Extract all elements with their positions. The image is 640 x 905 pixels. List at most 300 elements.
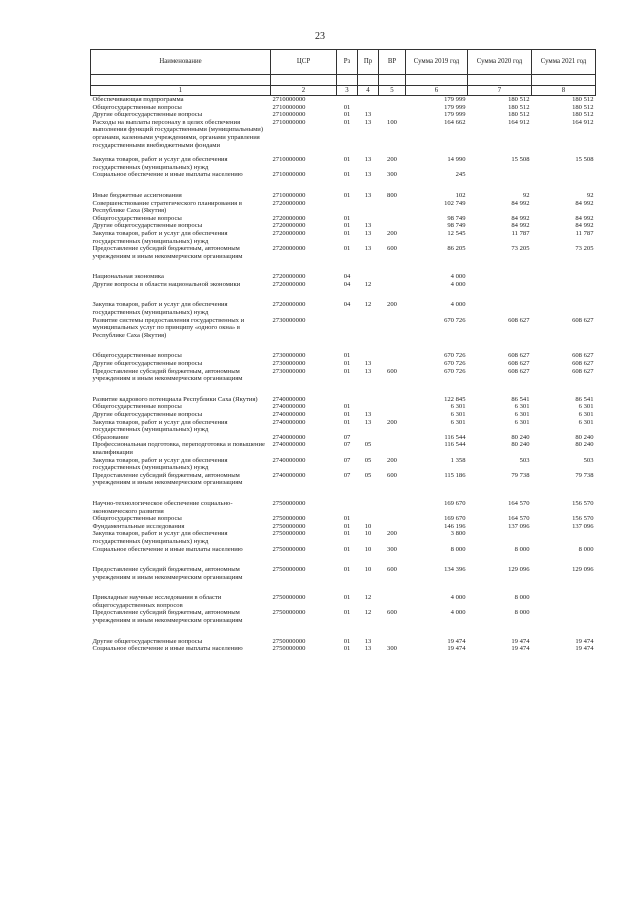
row-sum-2019: 245 xyxy=(455,171,466,179)
row-sum-2020: 164 570 xyxy=(508,499,530,507)
table-row xyxy=(91,192,596,200)
row-name: Закупка товаров, работ и услуг для обеспечения государственных (муниципальных) нужд xyxy=(92,156,228,171)
column-number: 2 xyxy=(271,86,337,96)
row-vr: 800 xyxy=(387,191,397,199)
row-pr: 05 xyxy=(364,471,372,479)
row-sum-2021 xyxy=(532,530,596,545)
row-csr: 2720000000 xyxy=(272,222,306,230)
row-sum-2019: 169 670 xyxy=(444,499,466,507)
row-sum-2020: 6 301 xyxy=(514,403,530,411)
row-vr xyxy=(379,360,406,368)
row-sum-2020: 11 787 xyxy=(511,229,530,237)
row-csr: 2740000000 xyxy=(272,456,306,464)
table-row xyxy=(91,222,596,230)
row-sum-2021: 11 787 xyxy=(575,229,594,237)
row-csr: 2720000000 xyxy=(272,214,306,222)
row-sum-2019: 116 544 xyxy=(444,441,466,449)
row-pr xyxy=(358,500,379,515)
row-pr: 13 xyxy=(364,118,372,126)
row-sum-2019: 3 800 xyxy=(450,530,466,538)
row-name: Образование xyxy=(92,433,129,441)
row-pr: 05 xyxy=(364,456,372,464)
row-sum-2021: 73 205 xyxy=(575,245,594,253)
table-row xyxy=(91,301,596,316)
row-sum-2019: 670 726 xyxy=(444,316,466,324)
table-row xyxy=(91,546,596,567)
row-rz: 01 xyxy=(343,245,351,253)
row-vr xyxy=(379,396,406,404)
row-csr: 2750000000 xyxy=(272,499,306,507)
row-csr: 2710000000 xyxy=(272,103,306,111)
row-pr xyxy=(358,96,379,104)
table-row xyxy=(91,156,596,171)
row-name: Общегосударственные вопросы xyxy=(92,515,182,523)
row-csr: 2740000000 xyxy=(272,441,306,449)
row-name: Совершенствование стратегического планирования в Республике Саха (Якутия) xyxy=(92,199,242,215)
row-name: Профессиональная подготовка, переподготовка и повышение квалификации xyxy=(92,441,265,456)
row-csr: 2720000000 xyxy=(272,199,306,207)
row-vr xyxy=(379,403,406,411)
row-sum-2021: 156 570 xyxy=(572,515,594,523)
row-name: Общегосударственные вопросы xyxy=(92,352,182,360)
row-sum-2020: 19 474 xyxy=(511,645,530,653)
header-vr: ВР xyxy=(379,50,406,75)
row-rz: 01 xyxy=(343,222,351,230)
row-vr xyxy=(379,594,406,609)
row-rz: 01 xyxy=(343,118,351,126)
row-sum-2020: 608 627 xyxy=(508,360,530,368)
row-csr: 2740000000 xyxy=(272,403,306,411)
table-row xyxy=(91,457,596,472)
table-row xyxy=(91,281,596,302)
table-row xyxy=(91,215,596,223)
row-sum-2021: 608 627 xyxy=(572,316,594,324)
row-vr xyxy=(379,411,406,419)
row-pr: 10 xyxy=(364,566,372,574)
row-sum-2020: 80 240 xyxy=(511,441,530,449)
row-sum-2020: 84 992 xyxy=(511,214,530,222)
column-number: 8 xyxy=(532,86,596,96)
row-rz: 01 xyxy=(343,645,351,653)
row-sum-2021: 86 541 xyxy=(575,395,594,403)
row-csr: 2750000000 xyxy=(272,594,306,602)
row-csr: 2740000000 xyxy=(272,395,306,403)
row-vr: 200 xyxy=(387,301,397,309)
row-sum-2019: 115 186 xyxy=(444,471,466,479)
row-csr: 2730000000 xyxy=(272,352,306,360)
row-pr: 13 xyxy=(364,637,372,645)
row-pr xyxy=(358,396,379,404)
row-name: Развитие системы предоставления государственных и муниципальных услуг по принципу «одного окна» в Республике Саха (Якутия) xyxy=(92,316,245,339)
table-row xyxy=(91,317,596,353)
row-sum-2019: 12 545 xyxy=(447,229,466,237)
row-rz: 01 xyxy=(343,352,351,360)
table-row xyxy=(91,500,596,515)
row-name: Предоставление субсидий бюджетным, автономным учреждениям и иным некоммерческим организациям xyxy=(92,367,243,383)
row-csr: 2720000000 xyxy=(272,280,306,288)
header-row xyxy=(91,50,596,75)
row-name: Закупка товаров, работ и услуг для обеспечения государственных (муниципальных) нужд xyxy=(92,456,228,472)
row-sum-2020 xyxy=(468,530,532,545)
row-name: Расходы на выплаты персоналу в целях обеспечения выполнения функций государственными (муниципальными) органами, казенными учреждениями, органами управления государственными внебюджетными фондами xyxy=(92,118,264,149)
row-pr xyxy=(358,273,379,281)
row-sum-2021: 6 301 xyxy=(578,418,594,426)
row-sum-2019: 670 726 xyxy=(444,352,466,360)
row-vr xyxy=(379,317,406,353)
row-sum-2020: 19 474 xyxy=(511,637,530,645)
row-csr: 2740000000 xyxy=(272,418,306,426)
row-sum-2021: 80 240 xyxy=(575,441,594,449)
row-csr: 2750000000 xyxy=(272,545,306,553)
header-name: Наименование xyxy=(91,50,271,75)
row-pr: 12 xyxy=(364,280,372,288)
row-sum-2019: 19 474 xyxy=(447,645,466,653)
column-number: 6 xyxy=(406,86,468,96)
row-pr: 12 xyxy=(364,609,372,617)
table-row xyxy=(91,434,596,442)
table-row xyxy=(91,515,596,523)
table-body xyxy=(91,96,596,653)
row-sum-2019: 122 845 xyxy=(444,395,466,403)
row-sum-2021: 84 992 xyxy=(575,222,594,230)
row-sum-2021: 608 627 xyxy=(572,360,594,368)
row-sum-2020: 164 912 xyxy=(508,118,530,126)
row-rz: 07 xyxy=(343,456,351,464)
row-vr xyxy=(379,215,406,223)
row-pr: 12 xyxy=(364,301,372,309)
row-sum-2021: 84 992 xyxy=(575,199,594,207)
row-sum-2019: 14 990 xyxy=(447,156,466,164)
row-rz: 01 xyxy=(343,418,351,426)
column-number: 5 xyxy=(379,86,406,96)
row-csr: 2720000000 xyxy=(272,273,306,281)
row-vr: 600 xyxy=(387,245,397,253)
table-row xyxy=(91,360,596,368)
row-vr: 600 xyxy=(387,367,397,375)
row-vr xyxy=(379,111,406,119)
row-pr: 13 xyxy=(364,171,372,179)
row-vr xyxy=(379,500,406,515)
row-sum-2020: 180 512 xyxy=(508,103,530,111)
row-rz: 01 xyxy=(343,111,351,119)
row-vr: 600 xyxy=(387,609,397,617)
row-pr: 13 xyxy=(364,222,372,230)
row-name: Предоставление субсидий бюджетным, автономным учреждениям и иным некоммерческим организациям xyxy=(92,566,243,581)
row-csr: 2750000000 xyxy=(272,637,306,645)
row-name: Общегосударственные вопросы xyxy=(92,103,182,111)
row-vr: 600 xyxy=(387,566,397,574)
table-row xyxy=(91,273,596,281)
row-name: Социальное обеспечение и иные выплаты населению xyxy=(92,545,243,553)
row-name: Другие вопросы в области национальной экономики xyxy=(92,280,241,288)
column-number: 4 xyxy=(358,86,379,96)
row-sum-2019: 4 000 xyxy=(450,609,466,617)
table-row xyxy=(91,645,596,653)
row-sum-2021 xyxy=(532,301,596,316)
row-sum-2019: 6 301 xyxy=(450,403,466,411)
row-csr: 2720000000 xyxy=(272,245,306,253)
row-sum-2021: 156 570 xyxy=(572,499,594,507)
row-sum-2019: 670 726 xyxy=(444,360,466,368)
row-name: Другие общегосударственные вопросы xyxy=(92,111,203,119)
row-sum-2020: 608 627 xyxy=(508,316,530,324)
row-name: Закупка товаров, работ и услуг для обеспечения государственных (муниципальных) нужд xyxy=(92,418,228,434)
row-rz: 01 xyxy=(343,214,351,222)
row-sum-2019: 6 301 xyxy=(450,411,466,418)
row-name: Другие общегосударственные вопросы xyxy=(92,360,203,368)
row-rz: 01 xyxy=(343,360,351,368)
row-sum-2020: 137 096 xyxy=(508,522,530,530)
row-vr xyxy=(379,352,406,360)
row-sum-2021: 180 512 xyxy=(572,96,594,103)
row-sum-2019: 116 544 xyxy=(444,433,466,441)
row-sum-2021: 608 627 xyxy=(572,352,594,360)
row-sum-2020: 86 541 xyxy=(511,395,530,403)
row-csr: 2730000000 xyxy=(272,360,306,368)
column-number: 3 xyxy=(337,86,358,96)
header-rz: Рз xyxy=(337,50,358,75)
row-pr: 13 xyxy=(364,367,372,375)
row-rz: 07 xyxy=(343,441,351,449)
header-sum-2020: Сумма 2020 год xyxy=(468,50,532,75)
row-sum-2019: 102 749 xyxy=(444,199,466,207)
row-sum-2019: 4 000 xyxy=(450,280,466,288)
row-pr: 13 xyxy=(364,418,372,426)
row-rz: 07 xyxy=(343,471,351,479)
row-sum-2021: 137 096 xyxy=(572,522,594,530)
table-row xyxy=(91,411,596,419)
row-sum-2019: 98 749 xyxy=(447,222,466,230)
row-sum-2021 xyxy=(532,281,596,302)
table-row xyxy=(91,352,596,360)
row-vr: 200 xyxy=(387,530,397,538)
row-sum-2021 xyxy=(532,171,596,192)
table-row xyxy=(91,638,596,646)
row-rz: 01 xyxy=(343,367,351,375)
row-sum-2020: 608 627 xyxy=(508,367,530,375)
page-number: 23 xyxy=(315,31,325,42)
row-pr: 10 xyxy=(364,522,372,530)
row-name: Закупка товаров, работ и услуг для обеспечения государственных (муниципальных) нужд xyxy=(92,229,228,245)
row-sum-2019: 134 396 xyxy=(444,566,466,574)
row-sum-2021: 8 000 xyxy=(578,545,594,553)
row-name: Предоставление субсидий бюджетным, автономным учреждениям и иным некоммерческим организациям xyxy=(92,245,243,260)
row-rz: 01 xyxy=(343,522,351,530)
row-sum-2021: 15 508 xyxy=(575,156,594,164)
row-rz xyxy=(337,200,358,215)
row-csr: 2710000000 xyxy=(272,191,306,199)
row-rz: 04 xyxy=(343,273,351,281)
row-sum-2020: 180 512 xyxy=(508,111,530,119)
row-csr: 2750000000 xyxy=(272,645,306,653)
row-sum-2021 xyxy=(532,609,596,637)
table-row xyxy=(91,230,596,245)
row-csr: 2730000000 xyxy=(272,316,306,324)
row-pr: 13 xyxy=(364,111,372,119)
row-pr: 13 xyxy=(364,411,372,418)
table-row xyxy=(91,104,596,112)
row-name: Общегосударственные вопросы xyxy=(92,214,182,222)
row-rz xyxy=(337,500,358,515)
row-pr xyxy=(358,317,379,353)
row-sum-2019: 179 999 xyxy=(444,111,466,119)
row-pr xyxy=(358,200,379,215)
row-name: Иные бюджетные ассигнования xyxy=(92,191,182,199)
row-sum-2021 xyxy=(532,594,596,609)
row-name: Предоставление субсидий бюджетным, автономным учреждениям и иным некоммерческим организациям xyxy=(92,471,243,487)
table-row xyxy=(91,523,596,531)
row-sum-2021: 6 301 xyxy=(578,411,594,418)
table-row xyxy=(91,530,596,545)
row-sum-2020: 80 240 xyxy=(511,433,530,441)
row-pr xyxy=(358,515,379,523)
table-row xyxy=(91,396,596,404)
row-name: Другие общегосударственные вопросы xyxy=(92,637,203,645)
row-vr: 200 xyxy=(387,418,397,426)
row-sum-2020: 6 301 xyxy=(514,411,530,418)
row-vr xyxy=(379,523,406,531)
row-pr xyxy=(358,215,379,223)
table-row xyxy=(91,119,596,156)
row-vr xyxy=(379,638,406,646)
row-sum-2019: 4 000 xyxy=(450,301,466,309)
row-name: Другие общегосударственные вопросы xyxy=(92,411,203,418)
row-sum-2019: 179 999 xyxy=(444,103,466,111)
row-sum-2019: 169 670 xyxy=(444,515,466,523)
table-row xyxy=(91,609,596,637)
row-pr xyxy=(358,352,379,360)
row-rz: 01 xyxy=(343,403,351,411)
row-vr: 200 xyxy=(387,456,397,464)
row-rz: 01 xyxy=(343,566,351,574)
row-name: Закупка товаров, работ и услуг для обеспечения государственных (муниципальных) нужд xyxy=(92,301,228,317)
row-rz: 01 xyxy=(343,530,351,538)
row-sum-2020 xyxy=(468,281,532,302)
row-vr: 300 xyxy=(387,645,397,653)
row-pr: 13 xyxy=(364,229,372,237)
row-sum-2019: 4 000 xyxy=(450,594,466,602)
row-name: Прикладные научные исследования в области общегосударственных вопросов xyxy=(92,594,222,609)
row-csr: 2730000000 xyxy=(272,367,306,375)
row-sum-2020 xyxy=(468,273,532,281)
row-vr xyxy=(379,200,406,215)
row-rz: 01 xyxy=(343,103,351,111)
row-sum-2019: 6 301 xyxy=(450,418,466,426)
row-rz: 04 xyxy=(343,280,351,288)
row-rz: 01 xyxy=(343,637,351,645)
row-sum-2019: 1 358 xyxy=(450,456,466,464)
table-row xyxy=(91,96,596,104)
table-row xyxy=(91,441,596,456)
row-rz: 01 xyxy=(343,545,351,553)
row-sum-2019: 4 000 xyxy=(450,273,466,281)
row-name: Закупка товаров, работ и услуг для обеспечения государственных (муниципальных) нужд xyxy=(92,530,228,545)
row-sum-2020: 8 000 xyxy=(514,609,530,617)
row-pr xyxy=(358,403,379,411)
row-sum-2020: 164 570 xyxy=(508,515,530,523)
row-sum-2019: 19 474 xyxy=(447,637,466,645)
row-csr: 2720000000 xyxy=(272,301,306,309)
row-vr xyxy=(379,273,406,281)
row-rz: 01 xyxy=(343,156,351,164)
table-row xyxy=(91,472,596,500)
row-csr: 2740000000 xyxy=(272,411,306,418)
row-vr xyxy=(379,441,406,456)
row-sum-2020: 84 992 xyxy=(511,222,530,230)
row-csr: 2750000000 xyxy=(272,515,306,523)
row-sum-2021: 79 738 xyxy=(575,471,594,479)
column-number: 7 xyxy=(468,86,532,96)
row-sum-2019: 670 726 xyxy=(444,367,466,375)
row-sum-2020: 503 xyxy=(519,456,530,464)
row-sum-2019: 179 999 xyxy=(444,96,466,103)
row-sum-2021: 608 627 xyxy=(572,367,594,375)
row-csr: 2750000000 xyxy=(272,522,306,530)
row-rz: 01 xyxy=(343,171,351,179)
column-number: 1 xyxy=(91,86,271,96)
row-vr: 100 xyxy=(387,118,397,126)
row-name: Научно-технологическое обеспечение социально-экономического развития xyxy=(92,499,233,515)
row-vr: 200 xyxy=(387,229,397,237)
row-sum-2020: 15 508 xyxy=(511,156,530,164)
row-sum-2021: 180 512 xyxy=(572,111,594,119)
table-row xyxy=(91,419,596,434)
header-sum-2019: Сумма 2019 год xyxy=(406,50,468,75)
row-sum-2020: 73 205 xyxy=(511,245,530,253)
row-name: Социальное обеспечение и иные выплаты населению xyxy=(92,645,243,653)
row-csr: 2710000000 xyxy=(272,171,306,179)
row-sum-2021: 84 992 xyxy=(575,214,594,222)
row-sum-2021: 19 474 xyxy=(575,645,594,653)
budget-table xyxy=(90,49,596,653)
row-csr: 2710000000 xyxy=(272,111,306,119)
row-name: Фундаментальные исследования xyxy=(92,522,185,530)
row-pr: 13 xyxy=(364,245,372,253)
table-row xyxy=(91,111,596,119)
row-csr: 2710000000 xyxy=(272,156,306,164)
row-rz xyxy=(337,96,358,104)
row-pr: 13 xyxy=(364,645,372,653)
row-rz: 01 xyxy=(343,191,351,199)
row-pr: 13 xyxy=(364,360,372,368)
row-sum-2020: 129 096 xyxy=(508,566,530,574)
row-vr: 300 xyxy=(387,545,397,553)
row-rz: 04 xyxy=(343,301,351,309)
row-rz: 01 xyxy=(343,609,351,617)
table-row xyxy=(91,200,596,215)
row-sum-2020: 6 301 xyxy=(514,418,530,426)
row-sum-2021: 6 301 xyxy=(578,403,594,411)
row-name: Общегосударственные вопросы xyxy=(92,403,182,411)
row-sum-2021: 129 096 xyxy=(572,566,594,574)
row-sum-2021: 503 xyxy=(583,456,594,464)
row-sum-2020: 84 992 xyxy=(511,199,530,207)
row-csr: 2750000000 xyxy=(272,609,306,617)
header-pr: Пр xyxy=(358,50,379,75)
row-sum-2021 xyxy=(532,273,596,281)
row-sum-2021: 164 912 xyxy=(572,118,594,126)
row-csr: 2740000000 xyxy=(272,433,306,441)
row-sum-2019: 98 749 xyxy=(447,214,466,222)
row-pr: 05 xyxy=(364,441,372,449)
row-rz: 01 xyxy=(343,515,351,523)
row-rz: 01 xyxy=(343,411,351,418)
row-name: Обеспечивающая подпрограмма xyxy=(92,96,184,103)
table-row xyxy=(91,594,596,609)
row-name: Социальное обеспечение и иные выплаты населению xyxy=(92,171,243,179)
row-sum-2020: 92 xyxy=(522,191,530,199)
row-sum-2019: 102 xyxy=(455,191,466,199)
